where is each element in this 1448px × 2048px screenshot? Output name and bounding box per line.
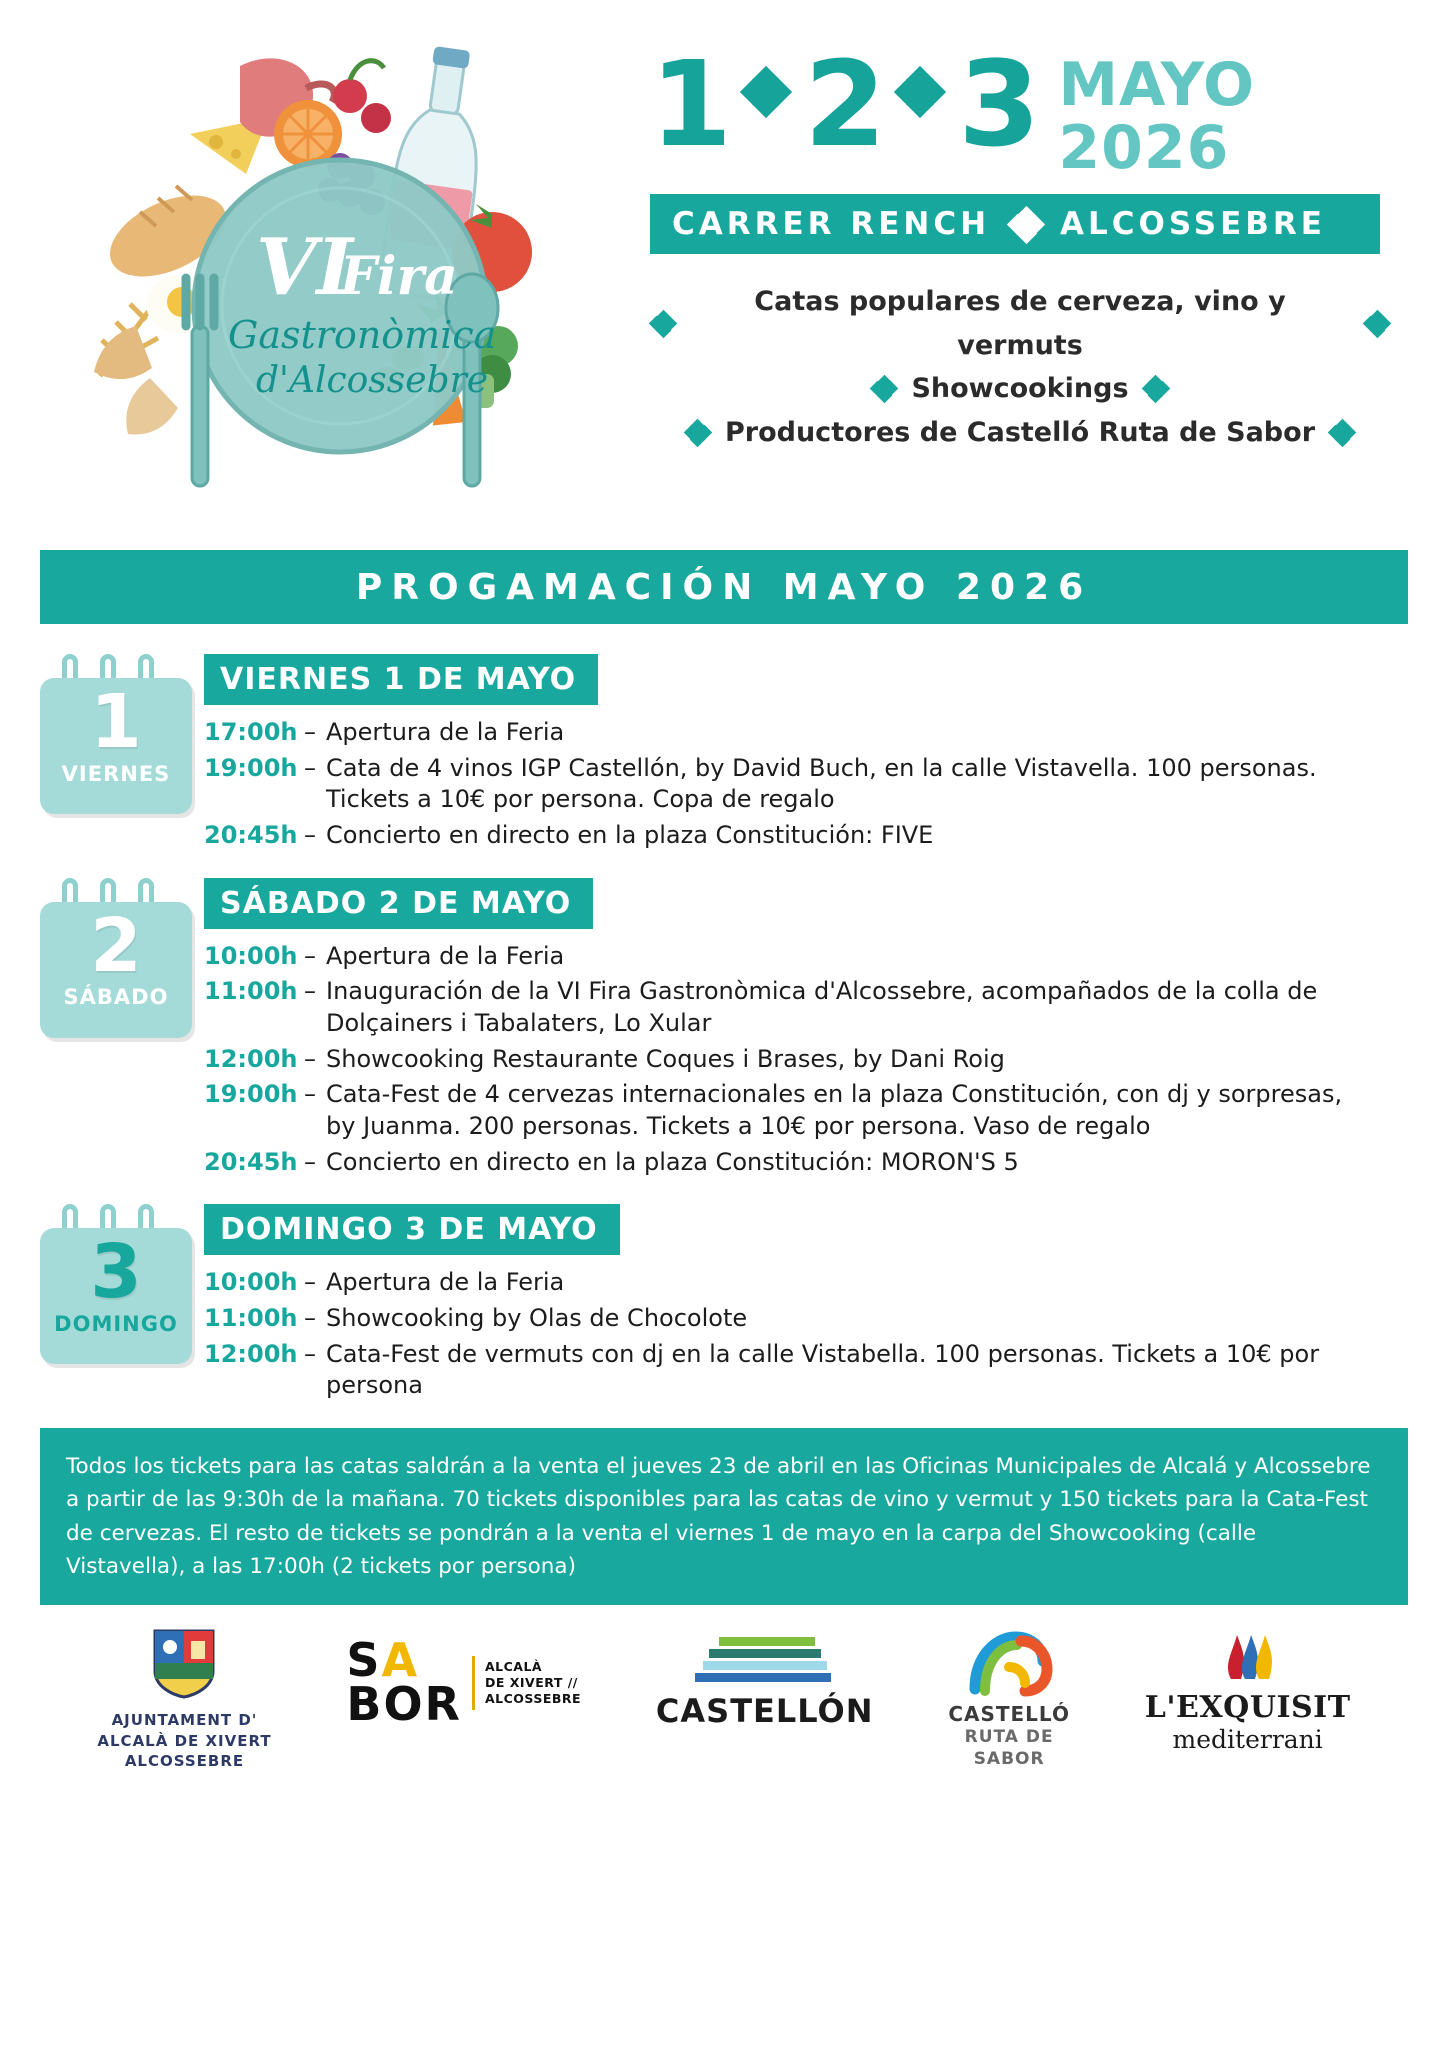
logo-ajuntament-caption: AJUNTAMENT D' ALCALÀ DE XIVERT ALCOSSEBRE <box>97 1711 272 1770</box>
diamond-icon <box>1329 420 1355 446</box>
diamond-icon <box>871 376 897 402</box>
sponsor-logos <box>0 1627 1448 1771</box>
calendar-day-name: SÁBADO <box>63 985 169 1010</box>
sabor-wordmark-line2: BOR <box>346 1677 462 1732</box>
location-town: ALCOSSEBRE <box>1060 206 1326 242</box>
event-time: 12:00h <box>204 1339 298 1368</box>
event-row <box>204 941 1408 973</box>
day-content <box>200 654 1408 856</box>
event-row <box>204 1044 1408 1076</box>
event-description: Showcooking by Olas de Chocolote <box>326 1304 748 1333</box>
diamond-icon <box>1132 567 1172 607</box>
sabor-subtitle: ALCALÀ DE XIVERT // ALCOSSEBRE <box>484 1658 582 1707</box>
diamond-icon <box>1008 207 1042 241</box>
poster-header <box>0 0 1448 540</box>
event-description: Cata-Fest de vermuts con dj en la calle Vistabella. 100 personas. Tickets a 10€ por persona <box>326 1339 1320 1400</box>
day-content <box>200 878 1408 1183</box>
event-time: 19:00h <box>204 753 298 782</box>
location-bar <box>650 194 1380 254</box>
event-dash: – <box>304 1080 316 1109</box>
event-time: 11:00h <box>204 977 298 1006</box>
logo-ajuntament <box>97 1627 271 1771</box>
svg-text:Gastronòmica: Gastronòmica <box>228 313 497 357</box>
highlights-list <box>650 280 1390 455</box>
diamond-icon <box>276 567 316 607</box>
highlight-item <box>650 367 1390 411</box>
logo-castello-ruta-sabor <box>948 1627 1070 1770</box>
castello-ruta-wordmark <box>948 1702 1070 1770</box>
event-dash: – <box>304 718 316 746</box>
logo-sabor <box>346 1627 582 1732</box>
event-row <box>204 1267 1408 1299</box>
location-street: CARRER RENCH <box>672 206 991 242</box>
event-description: Cata de 4 vinos IGP Castellón, by David Buch, en la calle Vistavella. 100 personas. Tickets a 10€ por persona. Copa de regalo <box>326 753 1317 814</box>
sabor-a: A <box>381 1633 420 1688</box>
event-time: 12:00h <box>204 1044 298 1073</box>
event-dash: – <box>304 1268 316 1297</box>
day-title: DOMINGO 3 DE MAYO <box>204 1204 620 1255</box>
event-dash: – <box>304 1044 316 1073</box>
day-block <box>40 654 1408 856</box>
diamond-icon <box>1364 311 1390 337</box>
event-dash: – <box>304 1339 316 1368</box>
exquisit-line-1: L'EXQUISIT <box>1144 1690 1351 1726</box>
program-title-bar <box>40 550 1408 624</box>
ruta-line-2: RUTA DE <box>964 1727 1054 1748</box>
highlight-text: Catas populares de cerveza, vino y vermuts <box>754 286 1286 361</box>
diamond-icon <box>685 420 711 446</box>
event-description: Cata-Fest de 4 cervezas internacionales en la plaza Constitución, con dj y sorpresas, by Juanma. 200 personas. Tickets a 10€ por persona. Vaso de regalo <box>326 1080 1343 1141</box>
coat-of-arms-icon <box>151 1627 217 1699</box>
day-title: SÁBADO 2 DE MAYO <box>204 878 593 929</box>
event-description: Inauguración de la VI Fira Gastronòmica d'Alcossebre, acompañados de la colla de Dolçainers i Tabalaters, Lo Xular <box>326 977 1318 1038</box>
date-day-3: 3 <box>958 35 1039 173</box>
date-day-1: 1 <box>650 35 731 173</box>
event-row <box>204 1303 1408 1335</box>
highlight-text: Showcookings <box>911 373 1129 405</box>
event-description: Showcooking Restaurante Coques i Brases, by Dani Roig <box>326 1044 1005 1073</box>
fair-logo-illustration <box>40 26 640 536</box>
day-block <box>40 1204 1408 1406</box>
event-time: 17:00h <box>204 718 298 746</box>
event-description: Concierto en directo en la plaza Constitución: MORON'S 5 <box>326 1147 1019 1176</box>
diamond-separator-icon <box>730 48 804 158</box>
program-days <box>0 624 1448 1406</box>
event-dates <box>650 35 1408 183</box>
event-time: 10:00h <box>204 1268 298 1297</box>
sabor-s: S <box>346 1633 382 1688</box>
event-row <box>204 753 1408 816</box>
date-year: 2026 <box>1058 113 1230 183</box>
event-row <box>204 976 1408 1039</box>
highlight-item <box>650 280 1390 367</box>
event-time: 10:00h <box>204 941 298 970</box>
event-row <box>204 820 1408 852</box>
ruta-line-1: CASTELLÓ <box>948 1702 1070 1727</box>
logo-castellon <box>656 1627 874 1730</box>
program-title: PROGAMACIÓN MAYO 2026 <box>355 566 1093 608</box>
event-description: Apertura de la Feria <box>326 941 565 970</box>
calendar-day-number: 2 <box>90 902 142 989</box>
calendar-day-number: 3 <box>90 1229 142 1316</box>
diamond-icon <box>1143 376 1169 402</box>
exquisit-line-2: mediterrani <box>1172 1725 1323 1755</box>
ruta-sabor-swoosh-icon <box>963 1631 1055 1697</box>
calendar-icon <box>40 878 200 1183</box>
calendar-day-name: VIERNES <box>61 761 171 786</box>
calendar-icon <box>40 654 200 856</box>
event-time: 20:45h <box>204 821 298 850</box>
calendar-day-number: 1 <box>90 679 142 765</box>
date-month: MAYO <box>1058 50 1256 120</box>
event-row <box>204 1339 1408 1402</box>
castellon-stripes-icon <box>685 1635 845 1687</box>
date-day-2: 2 <box>804 35 885 173</box>
header-info <box>640 26 1408 540</box>
event-description: Apertura de la Feria <box>326 718 565 746</box>
ruta-line-3: SABOR <box>973 1748 1045 1769</box>
fair-logo <box>40 26 640 540</box>
svg-text:d'Alcossebre: d'Alcossebre <box>256 360 489 401</box>
event-time: 20:45h <box>204 1147 298 1176</box>
event-dash: – <box>304 977 316 1006</box>
date-month-year <box>1058 48 1256 183</box>
day-title: VIERNES 1 DE MAYO <box>204 654 598 705</box>
day-block <box>40 878 1408 1183</box>
exquisit-flame-icon <box>1217 1629 1279 1685</box>
event-dash: – <box>304 941 316 970</box>
highlight-text: Productores de Castelló Ruta de Sabor <box>724 417 1316 449</box>
event-description: Concierto en directo en la plaza Constitución: FIVE <box>326 821 934 850</box>
castellon-wordmark: CASTELLÓN <box>655 1692 874 1731</box>
event-description: Apertura de la Feria <box>326 1268 565 1297</box>
svg-text:VI: VI <box>256 222 354 313</box>
event-dash: – <box>304 753 316 782</box>
diamond-separator-icon <box>884 48 958 158</box>
event-row <box>204 1079 1408 1142</box>
event-time: 11:00h <box>204 1304 298 1333</box>
diamond-icon <box>650 311 676 337</box>
event-dash: – <box>304 1147 316 1176</box>
event-dash: – <box>304 821 316 850</box>
day-content <box>200 1204 1408 1406</box>
highlight-item <box>650 411 1390 455</box>
svg-text:Fira: Fira <box>340 246 458 307</box>
event-time: 19:00h <box>204 1080 298 1109</box>
calendar-day-name: DOMINGO <box>54 1312 178 1337</box>
event-row <box>204 717 1408 749</box>
event-row <box>204 1147 1408 1179</box>
tickets-note: Todos los tickets para las catas saldrán a la venta el jueves 23 de abril en las Oficinas Municipales de Alcalá y Alcossebre a partir de las 9:30h de la mañana. 70 tickets disponibles para las catas de vino y vermut y 150 tickets para la Cata-Fest de cervezas. El resto de tickets se pondrán a la venta el viernes 1 de mayo en la carpa del Showcooking (calle Vistavella), a las 17:00h (2 tickets por persona) <box>40 1428 1408 1605</box>
logo-exquisit-mediterrani <box>1145 1627 1351 1754</box>
event-dash: – <box>304 1304 316 1333</box>
calendar-icon <box>40 1204 200 1406</box>
